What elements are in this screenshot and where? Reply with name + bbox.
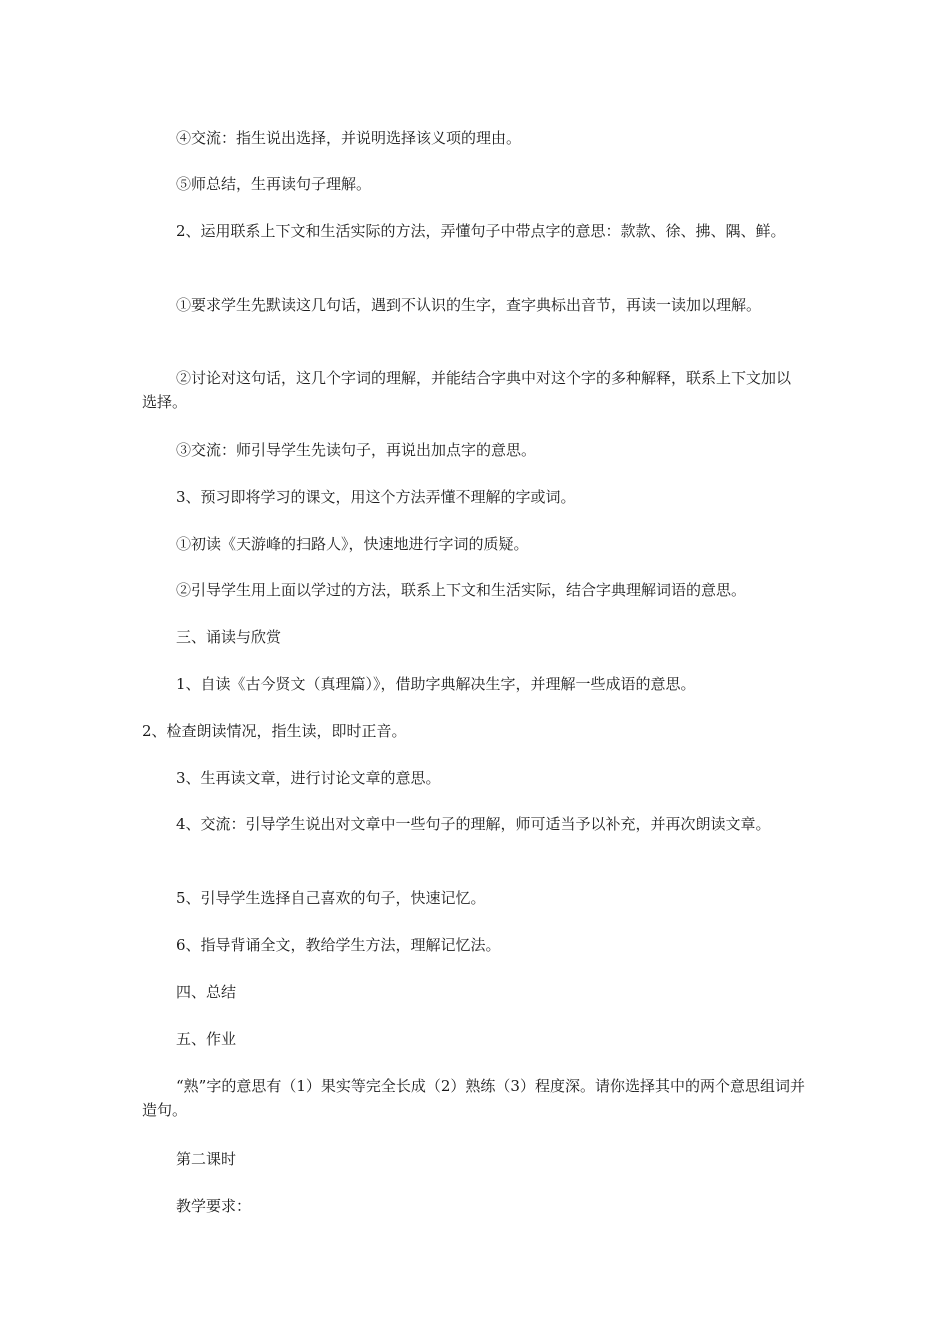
- section-heading: 第二课时: [176, 1150, 237, 1168]
- paragraph: ⑤师总结，生再读句子理解。: [176, 175, 372, 193]
- paragraph: 3、生再读文章，进行讨论文章的意思。: [176, 769, 441, 787]
- section-heading: 五、作业: [176, 1030, 237, 1048]
- paragraph: “熟”字的意思有（1）果实等完全长成（2）熟练（3）程度深。请你选择其中的两个意思组词并造句。: [142, 1077, 805, 1119]
- paragraph: 5、引导学生选择自己喜欢的句子，快速记忆。: [176, 889, 486, 907]
- paragraph: ①要求学生先默读这几句话，遇到不认识的生字，查字典标出音节，再读一读加以理解。: [176, 296, 762, 314]
- paragraph: ②讨论对这句话，这几个字词的理解，并能结合字典中对这个字的多种解释，联系上下文加以选择。: [142, 369, 792, 411]
- paragraph: 3、预习即将学习的课文，用这个方法弄懂不理解的字或词。: [176, 488, 576, 506]
- section-heading: 三、诵读与欣赏: [176, 628, 282, 646]
- paragraph: 2、检查朗读情况，指生读，即时正音。: [142, 722, 407, 740]
- section-heading: 四、总结: [176, 983, 237, 1001]
- paragraph: ④交流：指生说出选择，并说明选择该义项的理由。: [176, 129, 522, 147]
- paragraph: ②引导学生用上面以学过的方法，联系上下文和生活实际，结合字典理解词语的意思。: [176, 581, 747, 599]
- paragraph: ③交流：师引导学生先读句子，再说出加点字的意思。: [176, 441, 537, 459]
- paragraph: 6、指导背诵全文，教给学生方法，理解记忆法。: [176, 936, 501, 954]
- paragraph: 4、交流：引导学生说出对文章中一些句子的理解，师可适当予以补充，并再次朗读文章。: [176, 815, 771, 833]
- section-heading: 教学要求：: [176, 1197, 252, 1215]
- paragraph: 1、自读《古今贤文（真理篇）》，借助字典解决生字，并理解一些成语的意思。: [176, 675, 696, 693]
- paragraph: ①初读《天游峰的扫路人》，快速地进行字词的质疑。: [176, 535, 529, 553]
- paragraph: 2、运用联系上下文和生活实际的方法，弄懂句子中带点字的意思：款款、徐、拂、隅、鲜。: [176, 222, 786, 240]
